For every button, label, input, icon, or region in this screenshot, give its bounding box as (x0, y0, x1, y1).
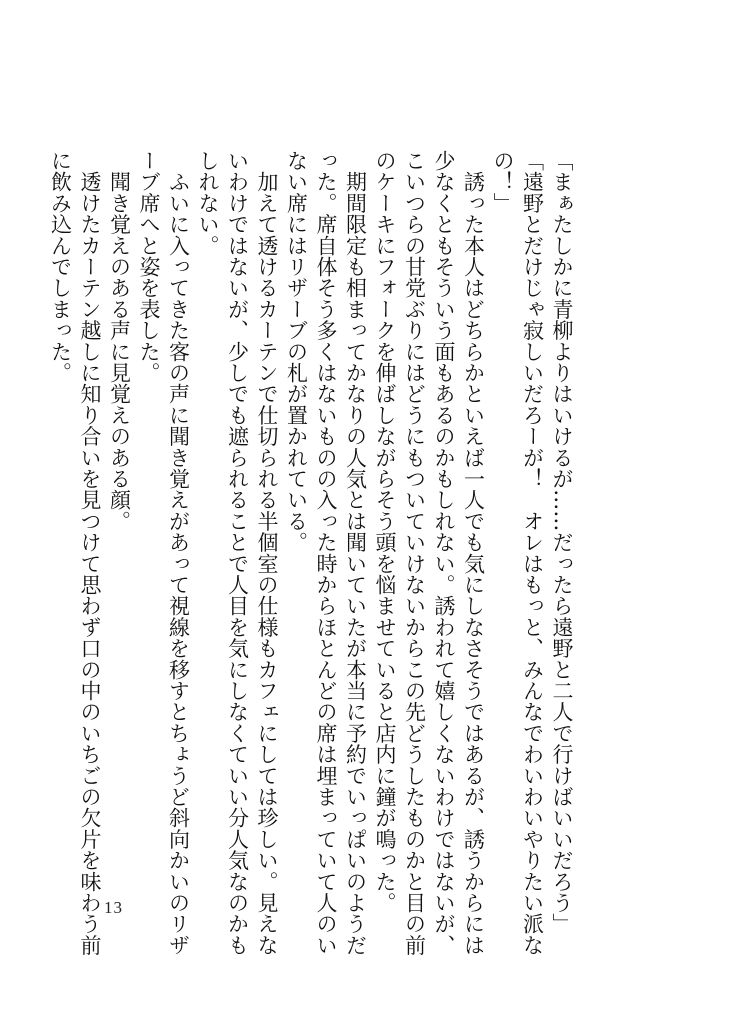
text-line: った。席自体そう多くはないものの入った時からほとんどの席は埋まっていて人のい (314, 150, 338, 956)
text-line: 「遠野とだけじゃ寂しいだろーが！ オレはもっと、みんなでわいわいやりたい派な (520, 150, 545, 956)
text-line: いわけではないが、少しでも遮られることで人目を気にしなくていい分人気なのかも (225, 150, 250, 956)
text-line: ふいに入ってきた客の声に聞き覚えがあって視線を移すとちょうど斜向かいのリザ (166, 150, 191, 956)
text-line: 「まぁたしかに青柳よりはいけるが……だったら遠野と二人で行けばいいだろう」 (550, 150, 574, 935)
text-line: 少なくともそういう面もあるのかもしれない。誘われて嬉しくないわけではないが、 (432, 150, 456, 956)
text-line: 期間限定も相まってかなりの人気とは聞いていたが本当に予約でいっぱいのようだ (343, 150, 368, 956)
text-line: 聞き覚えのある声に見覚えのある顔。 (107, 150, 132, 532)
text-line: 誘った本人はどちらかといえば一人でも気にしなさそうではあるが、誘うからには (461, 150, 486, 956)
page-number: 13 (104, 898, 123, 917)
text-line: ーブ席へと姿を表した。 (137, 150, 161, 384)
text-line: のケーキにフォークを伸ばしながらそう頭を悩ませていると店内に鐘が鳴った。 (373, 150, 397, 914)
text-line: こいつらの甘党ぶりにはどうにもついていけないからこの先どうしたものかと目の前 (402, 150, 427, 956)
text-line: ない席にはリザーブの札が置かれている。 (284, 150, 309, 553)
text-line: 加えて透けるカーテンで仕切られる半個室の仕様もカフェにしては珍しい。見えな (255, 150, 279, 956)
text-line: 透けたカーテン越しに知り合いを見つけて思わず口の中のいちごの欠片を味わう前 (78, 150, 102, 956)
text-line: の！」 (491, 150, 515, 214)
text-line: に飲み込んでしまった。 (48, 150, 73, 384)
text-line: しれない。 (196, 150, 220, 256)
